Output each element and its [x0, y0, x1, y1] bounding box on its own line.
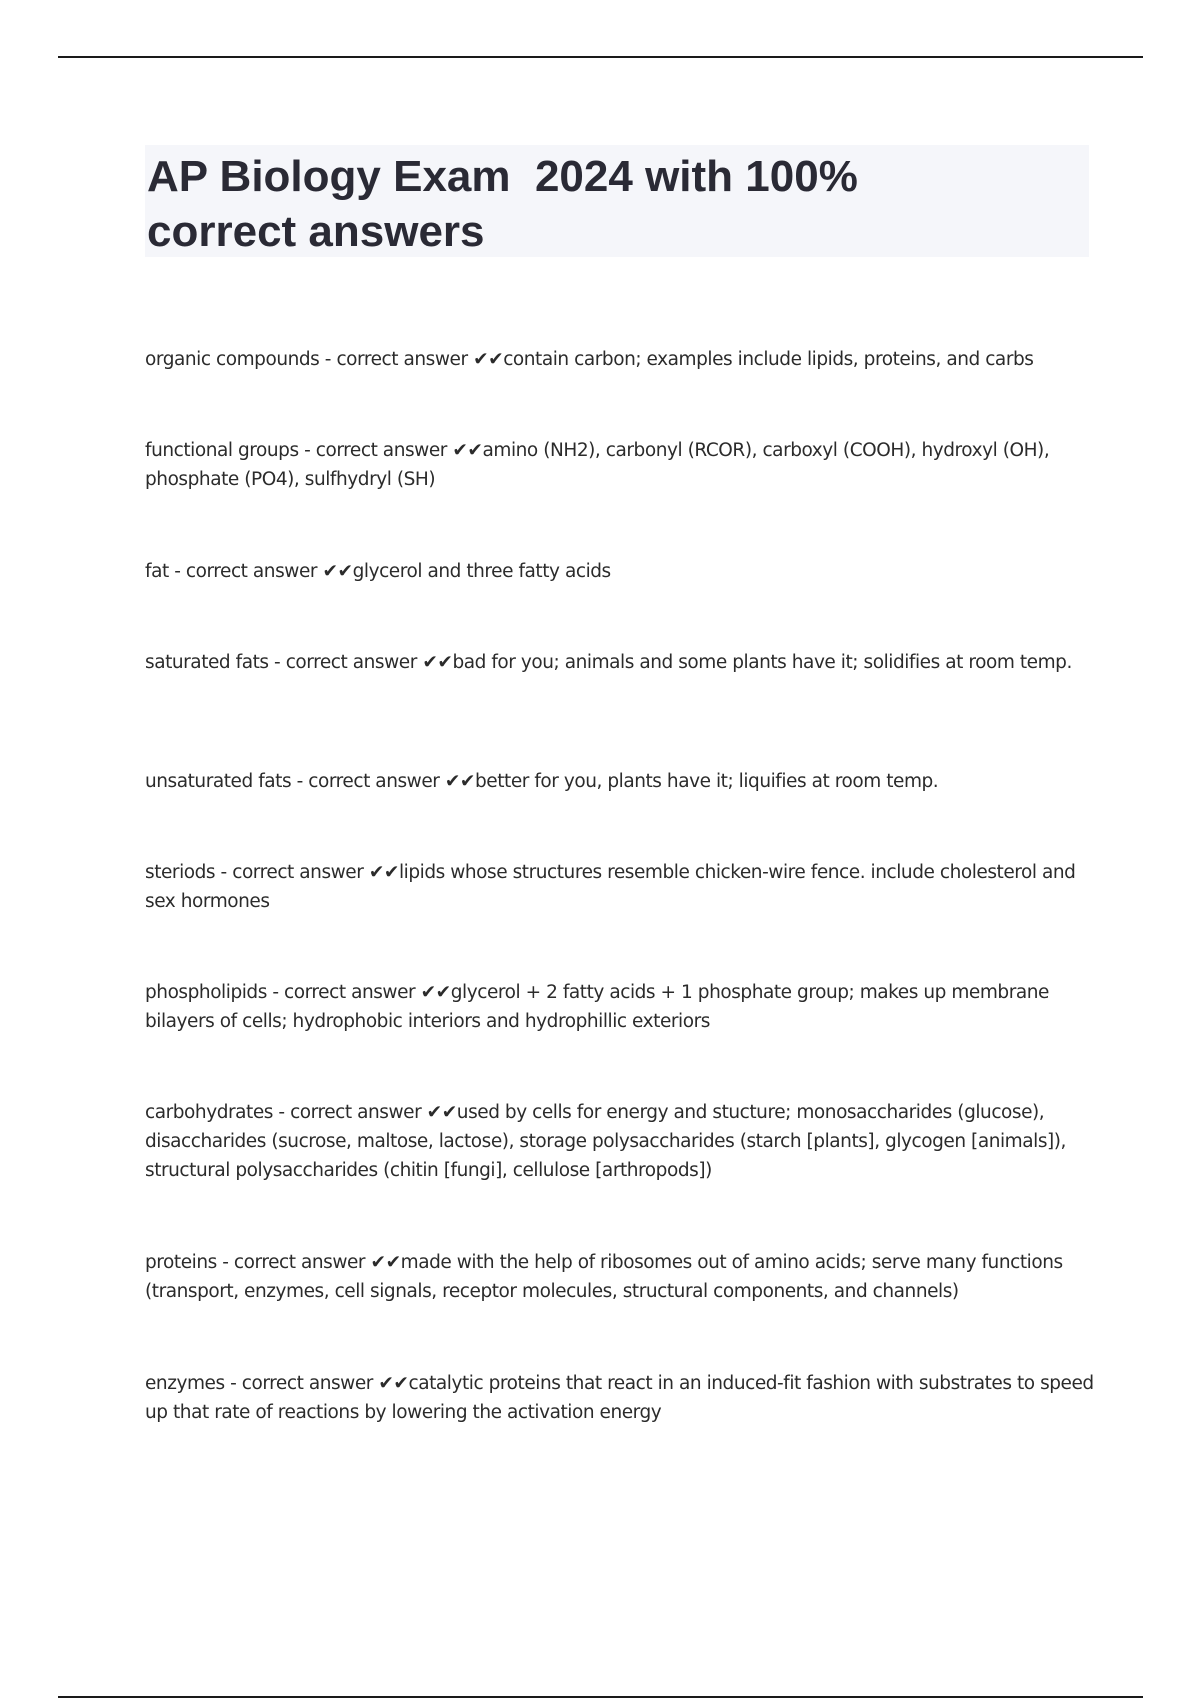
qa-item: [145, 436, 1095, 494]
qa-separator: -: [291, 771, 309, 792]
qa-separator: -: [216, 1252, 234, 1273]
qa-item: [145, 1369, 1095, 1427]
bottom-rule: [58, 1696, 1143, 1698]
qa-separator: -: [215, 862, 233, 883]
check-mark-icon: ✔✔: [439, 771, 475, 792]
qa-answer: glycerol and three fatty acids: [352, 561, 611, 582]
qa-answer-label: correct answer: [232, 862, 364, 883]
qa-separator: -: [266, 982, 285, 1003]
qa-answer: catalytic proteins that react in an induced-fit fashion with substrates to speed up that rate of reactions by lowering the activation energy: [145, 1373, 1094, 1423]
qa-answer-label: correct answer: [233, 1252, 366, 1273]
qa-item: [145, 858, 1095, 916]
check-mark-icon: ✔✔: [372, 1373, 409, 1394]
qa-separator: -: [224, 1373, 242, 1394]
qa-term: enzymes: [145, 1373, 225, 1394]
qa-term: fat: [145, 561, 169, 582]
qa-item: [145, 1098, 1095, 1185]
qa-answer: amino (NH2), carbonyl (RCOR), carboxyl (COOH), hydroxyl (OH), phosphate (PO4), sulfhydryl (SH): [145, 440, 1050, 490]
qa-item: [145, 978, 1095, 1036]
qa-answer: used by cells for energy and stucture; monosaccharides (glucose), disaccharides (sucrose, maltose, lactose), storage polysaccharides (starch [plants], glycogen [animals]), structural polysaccharides (chitin [fungi], cellulose [arthropods]): [145, 1102, 1066, 1181]
qa-item: [145, 345, 1095, 374]
qa-term: steriods: [145, 862, 216, 883]
qa-answer-label: correct answer: [336, 349, 468, 370]
qa-term: saturated fats: [145, 652, 269, 673]
qa-answer-label: correct answer: [290, 1102, 422, 1123]
check-mark-icon: ✔✔: [416, 652, 453, 673]
qa-answer-label: correct answer: [284, 982, 416, 1003]
qa-answer: lipids whose structures resemble chicken-wire fence. include cholesterol and sex hormones: [145, 862, 1076, 912]
top-rule: [58, 56, 1143, 58]
qa-separator: -: [319, 349, 337, 370]
qa-item: [145, 767, 1095, 796]
qa-term: carbohydrates: [145, 1102, 273, 1123]
qa-separator: -: [268, 652, 286, 673]
qa-term: phospholipids: [145, 982, 267, 1003]
qa-answer-label: correct answer: [285, 652, 417, 673]
qa-answer-label: correct answer: [308, 771, 440, 792]
page-title: AP Biology Exam 2024 with 100% correct answers: [147, 152, 871, 256]
qa-term: organic compounds: [145, 349, 320, 370]
qa-answer: bad for you; animals and some plants have it; solidifies at room temp.: [452, 652, 1072, 673]
qa-item: [145, 648, 1095, 677]
qa-answer: made with the help of ribosomes out of amino acids; serve many functions (transport, enzymes, cell signals, receptor molecules, structural components, and channels): [145, 1252, 1063, 1302]
check-mark-icon: ✔✔: [415, 982, 451, 1003]
check-mark-icon: ✔✔: [365, 1252, 401, 1273]
check-mark-icon: ✔✔: [421, 1102, 457, 1123]
qa-answer: glycerol + 2 fatty acids + 1 phosphate group; makes up membrane bilayers of cells; hydrophobic interiors and hydrophillic exteriors: [145, 982, 1049, 1032]
title-banner: [145, 145, 1089, 257]
qa-separator: -: [168, 561, 186, 582]
qa-item: [145, 1248, 1095, 1306]
qa-answer-label: correct answer: [315, 440, 447, 461]
check-mark-icon: ✔✔: [446, 440, 483, 461]
qa-answer-label: correct answer: [241, 1373, 373, 1394]
qa-term: proteins: [145, 1252, 217, 1273]
qa-term: functional groups: [145, 440, 299, 461]
qa-term: unsaturated fats: [145, 771, 292, 792]
qa-separator: -: [272, 1102, 291, 1123]
qa-separator: -: [298, 440, 316, 461]
check-mark-icon: ✔✔: [317, 561, 353, 582]
qa-item: [145, 557, 1095, 586]
check-mark-icon: ✔✔: [363, 862, 399, 883]
qa-answer-label: correct answer: [185, 561, 318, 582]
qa-answer: better for you, plants have it; liquifies at room temp.: [474, 771, 939, 792]
qa-answer: contain carbon; examples include lipids, proteins, and carbs: [503, 349, 1034, 370]
check-mark-icon: ✔✔: [467, 349, 504, 370]
